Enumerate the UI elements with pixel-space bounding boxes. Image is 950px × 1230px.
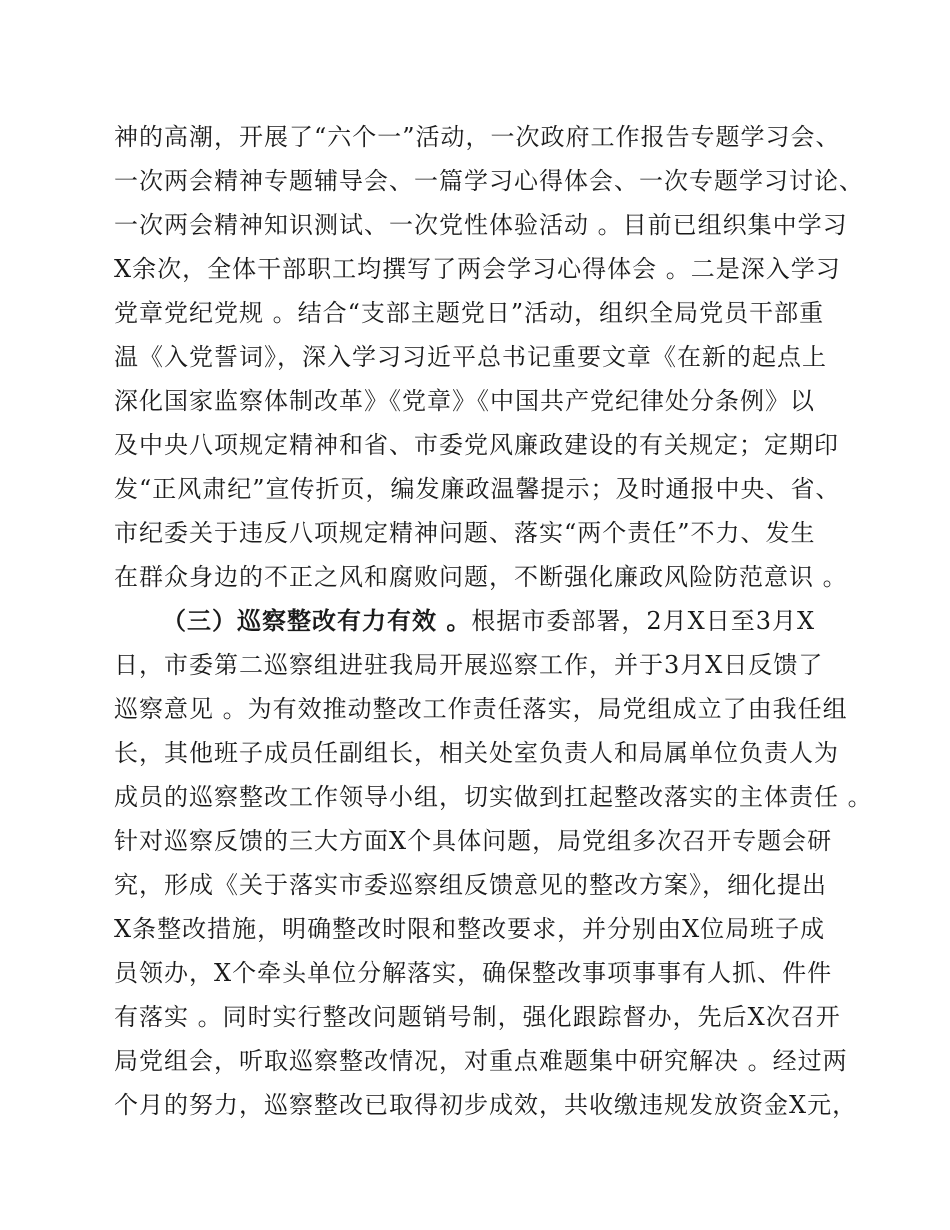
text-line: 市纪委关于违反八项规定精神问题、落实“两个责任”不力、发生: [114, 519, 816, 547]
section-first-line-text: 根据市委部署，2月X日至3月X: [471, 607, 816, 635]
text-line: 一次两会精神知识测试、一次党性体验活动 。目前已组织集中学习: [114, 211, 848, 239]
text-line: 针对巡察反馈的三大方面X个具体问题，局党组多次召开专题会研: [114, 827, 833, 855]
text-line: 成员的巡察整改工作领导小组，切实做到扛起整改落实的主体责任 。: [114, 783, 873, 811]
section-heading: （三）巡察整改有力有效 。: [162, 606, 472, 635]
text-line: 个月的努力，巡察整改已取得初步成效，共收缴违规发放资金X元，: [114, 1091, 858, 1119]
text-line: 日，市委第二巡察组进驻我局开展巡察工作，并于3月X日反馈了: [114, 651, 824, 679]
text-line: 发“正风肃纪”宣传折页，编发廉政温馨提示；及时通报中央、省、: [114, 475, 841, 503]
text-line: X余次，全体干部职工均撰写了两会学习心得体会 。二是深入学习: [114, 255, 841, 283]
text-line: 长，其他班子成员任副组长，相关处室负责人和局属单位负责人为: [114, 739, 839, 767]
text-line: 究，形成《关于落实市委巡察组反馈意见的整改方案》，细化提出: [114, 871, 827, 899]
text-line: 一次两会精神专题辅导会、一篇学习心得体会、一次专题学习讨论、: [114, 167, 864, 195]
section-first-line: [162, 599, 854, 643]
text-line: 员领办，X个牵头单位分解落实，确保整改事项事事有人抓、件件: [114, 959, 833, 987]
text-line: 及中央八项规定精神和省、市委党风廉政建设的有关规定；定期印: [114, 431, 839, 459]
text-line: X条整改措施，明确整改时限和整改要求，并分别由X位局班子成: [114, 915, 826, 943]
text-line: 在群众身边的不正之风和腐败问题，不断强化廉政风险防范意识 。: [114, 563, 848, 591]
text-line: 巡察意见 。为有效推动整改工作责任落实，局党组成立了由我任组: [114, 695, 848, 723]
text-line: 深化国家监察体制改革》《党章》《中国共产党纪律处分条例》以: [114, 387, 815, 415]
text-line: 局党组会，听取巡察整改情况，对重点难题集中研究解决 。经过两: [114, 1047, 848, 1075]
text-line: 有落实 。同时实行整改问题销号制，强化跟踪督办，先后X次召开: [114, 1003, 841, 1031]
text-line: 党章党纪党规 。结合“支部主题党日”活动，组织全局党员干部重: [114, 299, 825, 327]
text-line: 温《入党誓词》，深入学习习近平总书记重要文章《在新的起点上: [114, 343, 827, 371]
text-line: 神的高潮，开展了“六个一”活动，一次政府工作报告专题学习会、: [114, 123, 841, 151]
